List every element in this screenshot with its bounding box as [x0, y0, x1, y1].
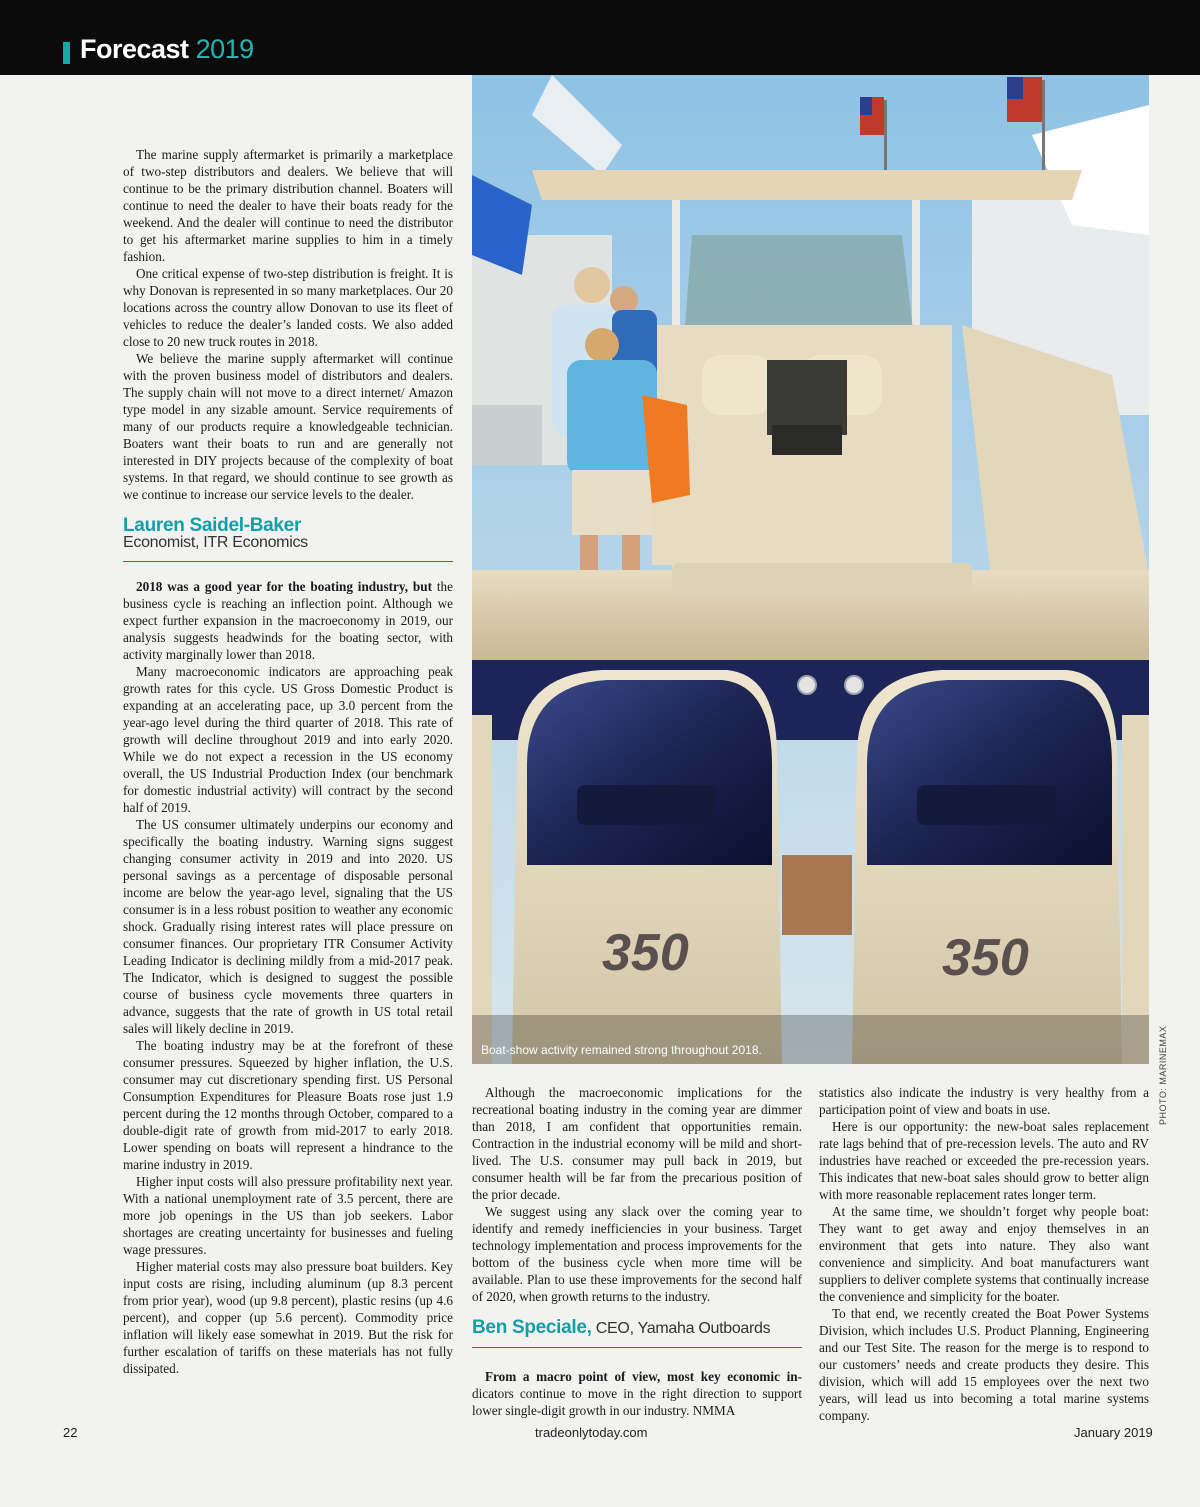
paragraph: Here is our opportunity: the new-boat sales replacement rate lags behind that of pre-recession levels. The auto and RV industries have reached or exceeded the pre-recession years. This indicates that new-boat sales should grow to better align with more reasonable replacement rates longer term. [819, 1119, 1149, 1202]
paragraph-text: the business cycle is reaching an inflection point. Although we expect further expansion in the macroeconomy in 2019, our analysis suggests headwinds for the boating sector, with activity marginally lower than 2018. [123, 579, 453, 662]
paragraph: Higher material costs may also pressure boat builders. Key input costs are rising, including aluminum (up 8.3 percent from prior year), wood (up 9.8 percent), plastic resins (up 4.6 percent), and copper (up 5.6 percent). Commodity price inflation will likely ease somewhat in 2019. But the risk for further escalation of tariffs on these materials has not fully dissipated. [123, 1259, 453, 1376]
section-name: Forecast [80, 34, 189, 64]
paragraph: Higher input costs will also pressure profitability next year. With a national unemployment rate of 3.5 percent, there are more job openings in the US than job seekers. Labor shortages are creating uncertainty for businesses and fueling wage pressures. [123, 1174, 453, 1257]
paragraph: Many macroeconomic indicators are approaching peak growth rates for this cycle. US Gross Domestic Product is expanding at an accelerating pace, up 3.0 percent from the year-ago level during the third quarter of 2018. This rate of growth will decline throughout 2019 and into early 2020. While we do not expect a recession in the US economy overall, the US Industrial Production Index (our benchmark for domestic industrial activity) will contract by the second half of 2019. [123, 664, 453, 815]
engine-label-right: 350 [942, 929, 1029, 987]
byline-role: CEO, Yamaha Outboards [591, 1320, 771, 1337]
divider-rule [472, 1347, 802, 1348]
byline-saidel-baker [123, 517, 453, 551]
engine-label-left: 350 [602, 924, 689, 982]
footer-date: January 2019 [1074, 1425, 1153, 1440]
paragraph: We suggest using any slack over the coming year to identify and remedy inefficiencies in your business. Target technology implementation and process improvements for the bottom of the business cycle when more time will be available. Plan to use these improvements for the second half of 2020, when growth returns to the industry. [472, 1204, 802, 1304]
divider-rule [123, 561, 453, 562]
paragraph [123, 578, 453, 663]
paragraph-text: dicators continue to move in the right direction to support lower single-digit growth in our industry. NMMA [472, 1386, 802, 1418]
article-column-1 [123, 146, 453, 1377]
section-title [80, 34, 254, 65]
byline-name: Lauren Saidel-Baker [123, 515, 302, 536]
paragraph: The boating industry may be at the forefront of these consumer pressures. Squeezed by higher inflation, the U.S. consumer may cut discretionary spending first. US Personal Consumption Expenditures for Pleasure Boats rose just 1.9 percent during the 12 months through October, compared to a double-digit rate of growth from mid-2017 to early 2018. Lower spending on boats will represent a hindrance to the marine industry in 2019. [123, 1038, 453, 1172]
paragraph: statistics also indicate the industry is very healthy from a participation point of view and boats in use. [819, 1085, 1149, 1117]
paragraph: At the same time, we shouldn’t forget why people boat: They want to get away and enjoy themselves in an environment that gets into nature. They also want convenience and simplicity. And boat manufacturers want suppliers to deliver complete systems that continually increase the convenience and simplicity for the boater. [819, 1204, 1149, 1304]
paragraph: Although the macroeconomic implications for the recreational boating industry in the coming year are dimmer than 2018, I am confident that opportunities remain. Contraction in the industrial economy will be mild and short-lived. The U.S. consumer may pull back in 2019, but consumer health will be far from the precarious position of the prior decade. [472, 1085, 802, 1202]
page-number: 22 [63, 1425, 78, 1440]
article-column-2 [472, 1084, 802, 1419]
paragraph: One critical expense of two-step distribution is freight. It is why Donovan is represented in so many marketplaces. Our 20 locations across the country allow Donovan to use its fleet of vehicles to reduce the dealer’s landed costs. We also added close to 20 new truck routes in 2018. [123, 266, 453, 349]
byline-name: Ben Speciale, [472, 1317, 592, 1338]
paragraph: The US consumer ultimately underpins our economy and specifically the boating industry. Warning signs suggest changing consumer activity in 2019 and into 2020. US personal savings as a percentage of disposable personal income are below the year-ago level, signaling that the US consumer is in a less robust position to weather any economic shock. Gradually rising interest rates will place pressure on consumer finances. Our proprietary ITR Consumer Activity Leading Indicator is declining mildly from a mid-2017 peak. The Indicator, which is designed to suggest the possible course of business cycle movements three quarters in advance, suggests that the rate of growth in US total retail sales will likely decline in 2019. [123, 817, 453, 1036]
article-column-3 [819, 1084, 1149, 1424]
boat-photo-illustration [472, 75, 1149, 1064]
paragraph: The marine supply aftermarket is primarily a marketplace of two-step distributors and dealers. We believe that will continue to be the primary distribution channel. Boaters will continue to need the dealer to have their boats ready for the weekend. And the dealer will continue to need the distributor to get his aftermarket marine supplies to him in a timely fashion. [123, 147, 453, 264]
photo-caption: Boat-show activity remained strong throughout 2018. [481, 1043, 762, 1057]
boat-show-photo [472, 75, 1149, 1064]
byline-speciale [472, 1319, 802, 1337]
byline-role: Economist, ITR Economics [123, 534, 308, 551]
photo-credit: PHOTO: MARINEMAX [1158, 1025, 1168, 1125]
section-year: 2019 [195, 34, 254, 64]
lead-in-bold: 2018 was a good year for the boating industry, but [136, 579, 432, 594]
paragraph: We believe the marine supply aftermarket will continue with the proven business model of distributors and dealers. The supply chain will not move to a direct internet/ Amazon type model in any sizable amount. Service requirements of many of our products require a knowledgeable technician. Boaters want their boats to run and are generally not interested in DIY projects because of the complexity of boat systems. In that regard, we should continue to see growth as we continue to increase our service levels to the dealer. [123, 351, 453, 502]
lead-in-bold: From a macro point of view, most key economic in- [485, 1369, 802, 1384]
section-header [0, 0, 1200, 75]
header-accent-bar [63, 42, 70, 64]
footer-site: tradeonlytoday.com [535, 1425, 648, 1440]
paragraph [472, 1368, 802, 1419]
paragraph: To that end, we recently created the Boat Power Systems Division, which includes U.S. Product Planning, Engineering and our Test Site. The reason for the merge is to respond to our customers’ needs and create products they desire. This division, which will add 15 employees over the next two years, will lead us into becoming a total marine systems company. [819, 1306, 1149, 1423]
